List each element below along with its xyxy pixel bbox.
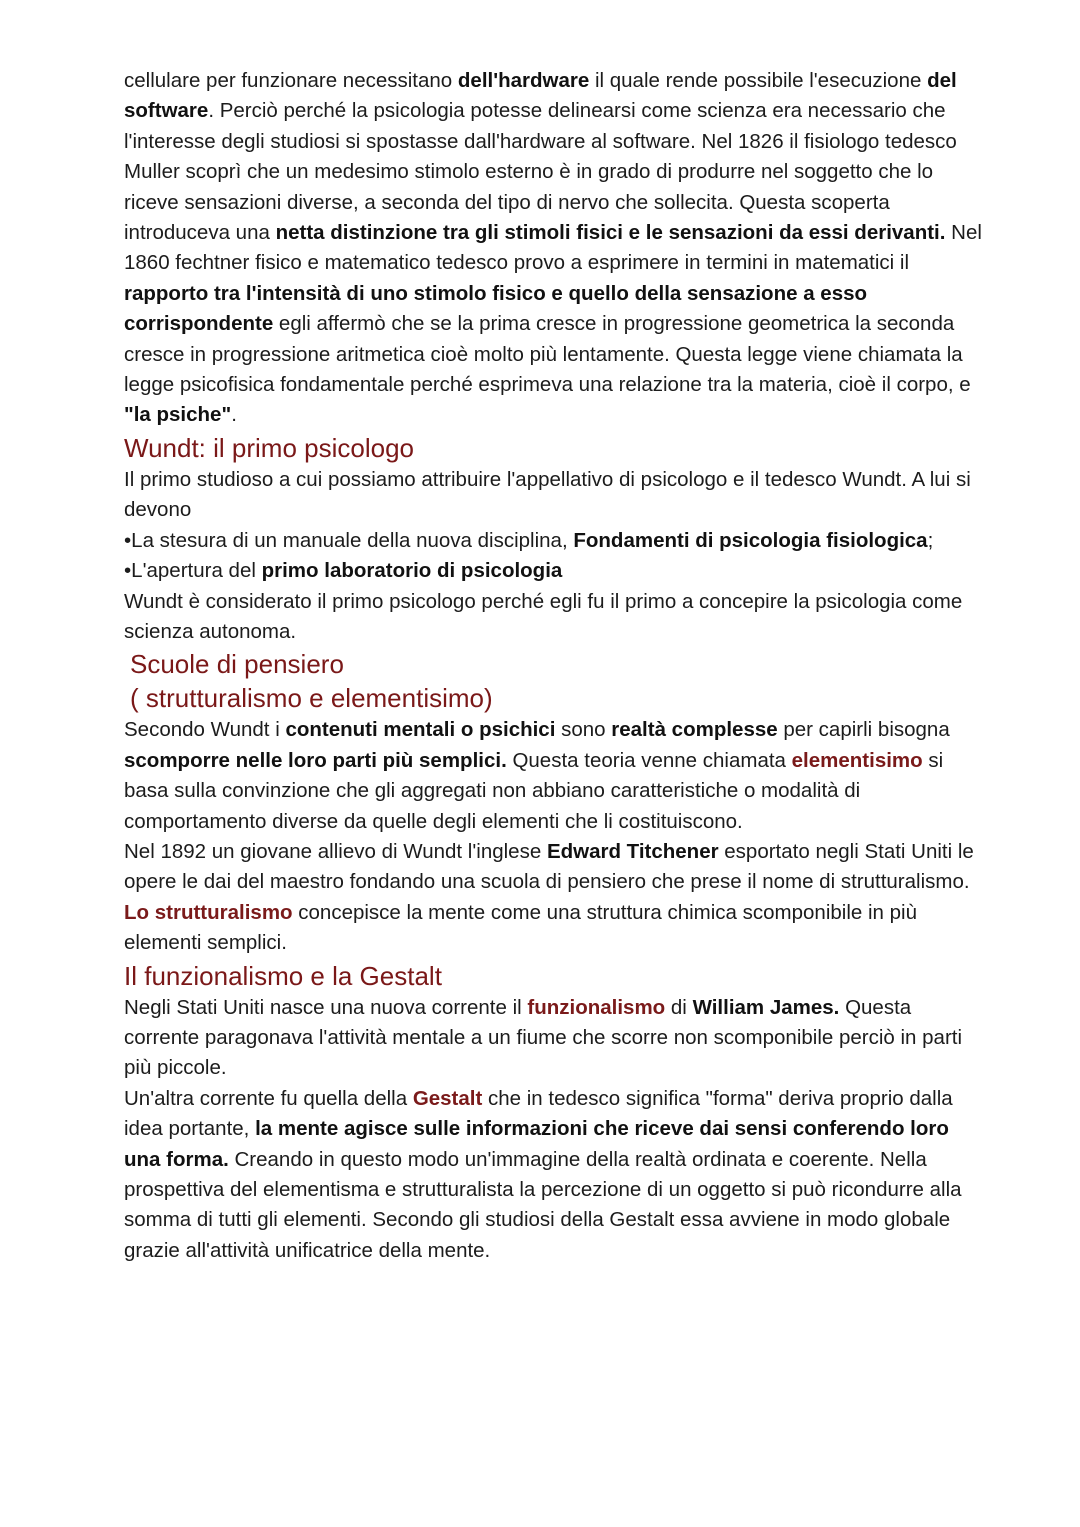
text: ;	[927, 528, 934, 552]
highlight-term: Lo strutturalismo	[124, 900, 293, 924]
text: cellulare per funzionare necessitano	[124, 69, 458, 92]
bold-text: William James.	[692, 995, 840, 1019]
bold-text: la mente agisce sulle informazioni che riceve dai sensi conferendo loro una forma.	[124, 1117, 949, 1171]
text: per capirli bisogna	[777, 718, 950, 742]
text: sono	[555, 718, 612, 742]
text: si basa sulla convinzione che gli aggregati non abbiano caratteristiche o modalità di comportamento diverse da quelle degli elementi che li costituiscono.	[124, 748, 944, 833]
text: di	[665, 995, 693, 1019]
highlight-term: funzionalismo	[527, 995, 666, 1019]
paragraph-elementism	[124, 715, 984, 837]
bold-text: Edward Titchener	[546, 839, 719, 863]
bold-text: "la psiche"	[124, 403, 232, 427]
heading-schools-subtitle: ( strutturalismo e elementisimo)	[130, 683, 493, 714]
text: Secondo Wundt i	[124, 718, 286, 742]
text: che in tedesco significa "forma" deriva proprio dalla idea portante,	[124, 1086, 953, 1141]
text: Nel 1860 fechtner fisico e matematico tedesco provo a esprimere in termini in matematici il	[124, 221, 982, 275]
paragraph-gestalt	[124, 1084, 984, 1266]
bold-text: primo laboratorio di psicologia	[261, 559, 563, 583]
text: . Perciò perché la psicologia potesse delinearsi come scienza era necessario che l'interesse degli studiosi si spostasse dall'hardware al software. Nel 1826 il fisiologo tedesco Muller scoprì che un medesimo stimolo esterno è in grado di produrre nel soggetto che lo riceve sensazioni diverse, a seconda del tipo di nervo che sollecita. Questa scoperta introduceva una	[124, 99, 957, 245]
bold-text: rapporto tra l'intensità di uno stimolo fisico e quello della sensazione a esso corrispondente	[124, 281, 868, 336]
text: Questa corrente paragonava l'attività mentale a un fiume che scorre non scomponibile perciò in parti più piccole.	[124, 995, 963, 1080]
paragraph-structuralism	[124, 837, 984, 959]
paragraph-functionalism	[124, 993, 984, 1084]
document-page	[124, 66, 984, 1266]
bold-text: dell'hardware	[457, 69, 590, 92]
paragraph-hardware-software	[124, 66, 984, 431]
highlight-term: elementisimo	[791, 748, 923, 772]
text: esportato negli Stati Uniti le opere le dai del maestro fondando una scuola di pensiero che prese il nome di strutturalismo.	[124, 839, 974, 894]
bold-text: contenuti mentali o psichici	[285, 718, 556, 742]
bold-text: scomporre nelle loro parti più semplici.	[124, 748, 507, 772]
text: Creando in questo modo un'immagine della realtà ordinata e coerente. Nella prospettiva del elementisma e strutturalista la percezione di un oggetto si può ricondurre alla somma di tutti gli elementi. Secondo gli studiosi della Gestalt essa avviene in modo globale grazie all'attività unificatrice della mente.	[124, 1147, 962, 1262]
text: Questa teoria venne chiamata	[506, 748, 792, 772]
text: Il primo studioso a cui possiamo attribuire l'appellativo di psicologo e il tedesco Wundt. A lui si devono	[124, 467, 971, 522]
text: Negli Stati Uniti nasce una nuova corrente il	[124, 995, 528, 1019]
bullet-item-manual	[124, 526, 984, 556]
text: Un'altra corrente fu quella della	[124, 1086, 413, 1110]
text: •L'apertura del	[124, 559, 262, 583]
text: .	[231, 403, 237, 427]
bold-text: Fondamenti di psicologia fisiologica	[573, 528, 928, 552]
heading-schools: Scuole di pensiero	[130, 649, 344, 680]
paragraph-wundt-first	[124, 587, 984, 648]
text: concepisce la mente come una struttura chimica scomponibile in più elementi semplici.	[124, 900, 917, 955]
text: egli affermò che se la prima cresce in progressione geometrica la seconda cresce in progressione aritmetica cioè molto più lentamente. Questa legge viene chiamata la legge psicofisica fondamentale perché esprimeva una relazione tra la materia, cioè il corpo, e	[124, 312, 971, 397]
paragraph-wundt-intro	[124, 465, 984, 526]
text: il quale rende possibile l'esecuzione	[589, 69, 928, 92]
text: •La stesura di un manuale della nuova disciplina,	[124, 528, 574, 552]
text: Nel 1892 un giovane allievo di Wundt l'inglese	[124, 839, 547, 863]
bullet-item-laboratory	[124, 556, 984, 586]
heading-functionalism: Il funzionalismo e la Gestalt	[124, 960, 442, 991]
bold-text: netta distinzione tra gli stimoli fisici e le sensazioni da essi derivanti.	[275, 221, 946, 245]
highlight-term: Gestalt	[412, 1086, 483, 1110]
text: Wundt è considerato il primo psicologo perché egli fu il primo a concepire la psicologia come scienza autonoma.	[124, 589, 963, 643]
bold-text: del software	[124, 69, 957, 123]
bold-text: realtà complesse	[611, 718, 778, 742]
heading-wundt: Wundt: il primo psicologo	[124, 432, 414, 463]
